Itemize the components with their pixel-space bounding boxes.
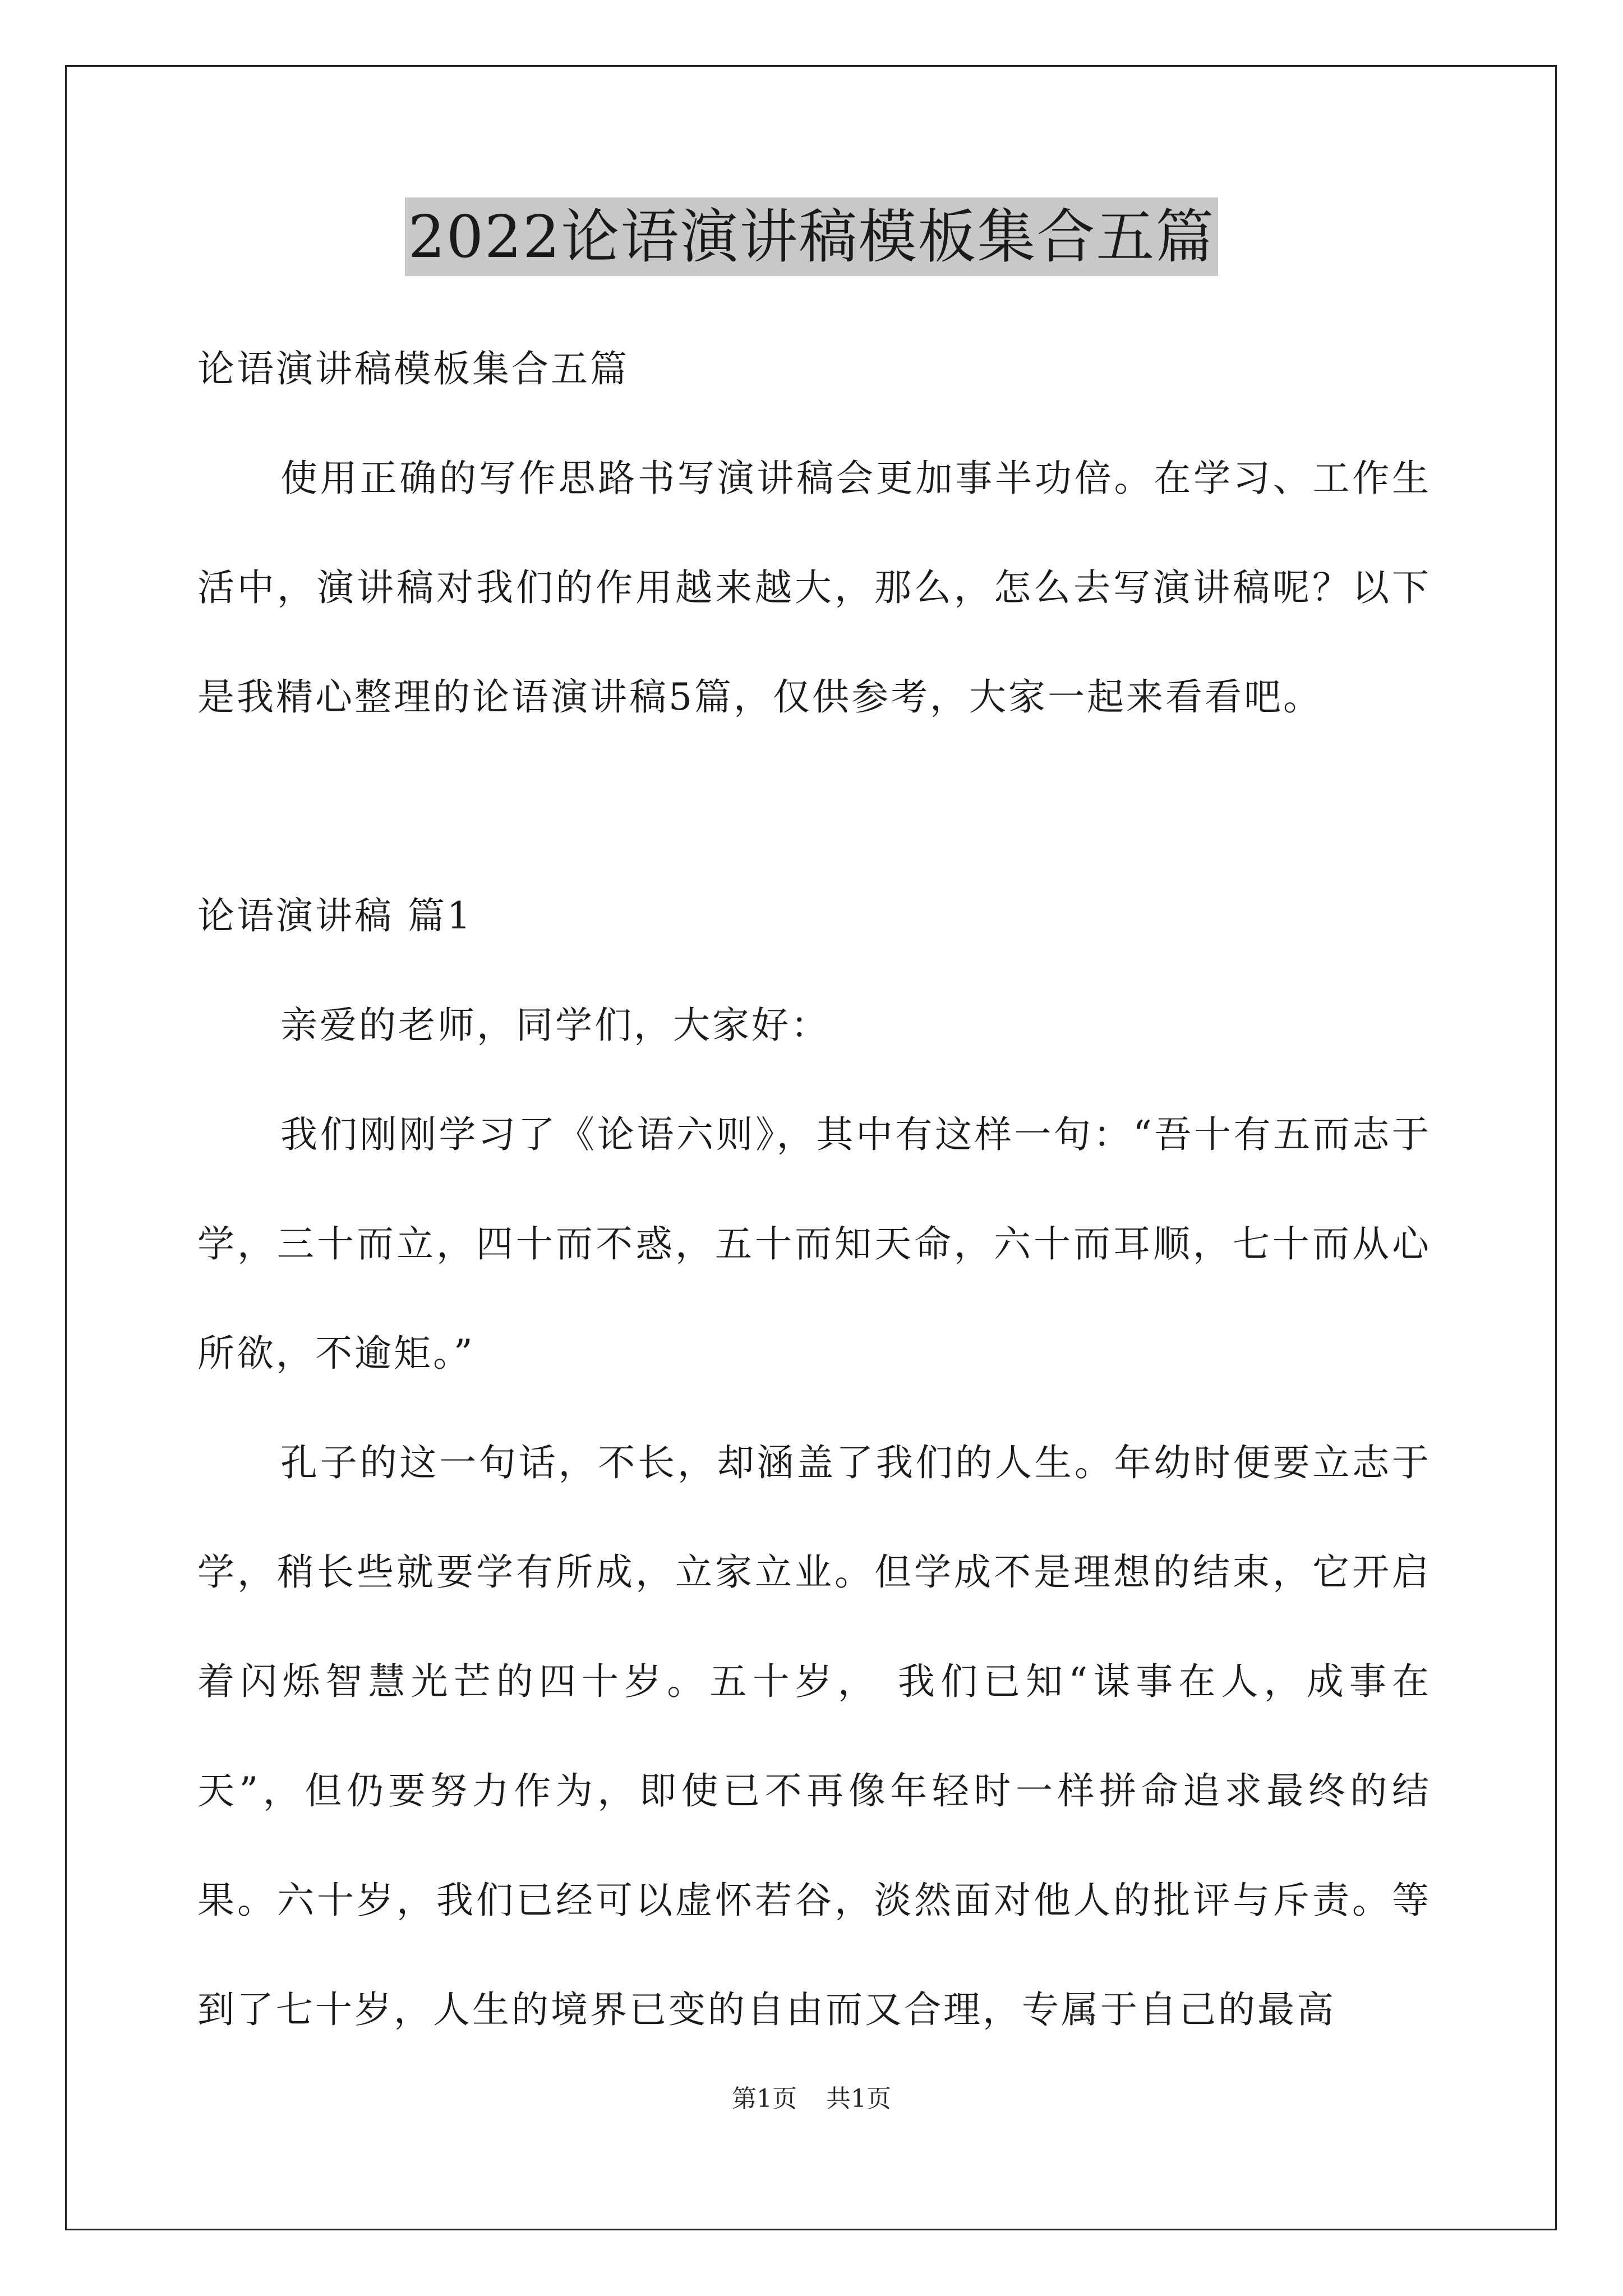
body-paragraph-1: 我们刚刚学习了《论语六则》，其中有这样一句：“吾十有五而志于学，三十而立，四十而不惑，五十而知天命，六十而耳顺，七十而从心所欲，不逾矩。” [197, 1113, 1431, 1375]
page-footer [0, 2082, 1623, 2116]
page-number: 第1页 [732, 2085, 797, 2113]
body-paragraph-2: 孔子的这一句话，不长，却涵盖了我们的人生。年幼时便要立志于学，稍长些就要学有所成，立家立业。但学成不是理想的结束，它开启着闪烁智慧光芒的四十岁。五十岁， 我们已知“谋事在人，成事在天”，但仍要努力作为，即使已不再像年轻时一样拼命追求最终的结果。六十岁，我们已经可以虚怀若谷，淡然面对他人的批评与斥责。等到了七十岁，人生的境界已变的自由而又合理，专属于自己的最高 [197, 1441, 1431, 2031]
page-total: 共1页 [826, 2085, 891, 2113]
document-title: 2022论语演讲稿模板集合五篇 [405, 197, 1219, 276]
section-spacer [197, 752, 1431, 861]
document-title-container [0, 197, 1623, 276]
greeting-paragraph: 亲爱的老师，同学们，大家好： [280, 1004, 830, 1047]
intro-paragraph: 使用正确的写作思路书写演讲稿会更加事半功倍。在学习、工作生活中，演讲稿对我们的作用越来越大，那么，怎么去写演讲稿呢？以下是我精心整理的论语演讲稿5篇，仅供参考，大家一起来看看吧。 [197, 457, 1431, 719]
document-body [197, 314, 1431, 2064]
subtitle: 论语演讲稿模板集合五篇 [197, 347, 629, 390]
section-heading: 论语演讲稿 篇1 [197, 894, 473, 937]
